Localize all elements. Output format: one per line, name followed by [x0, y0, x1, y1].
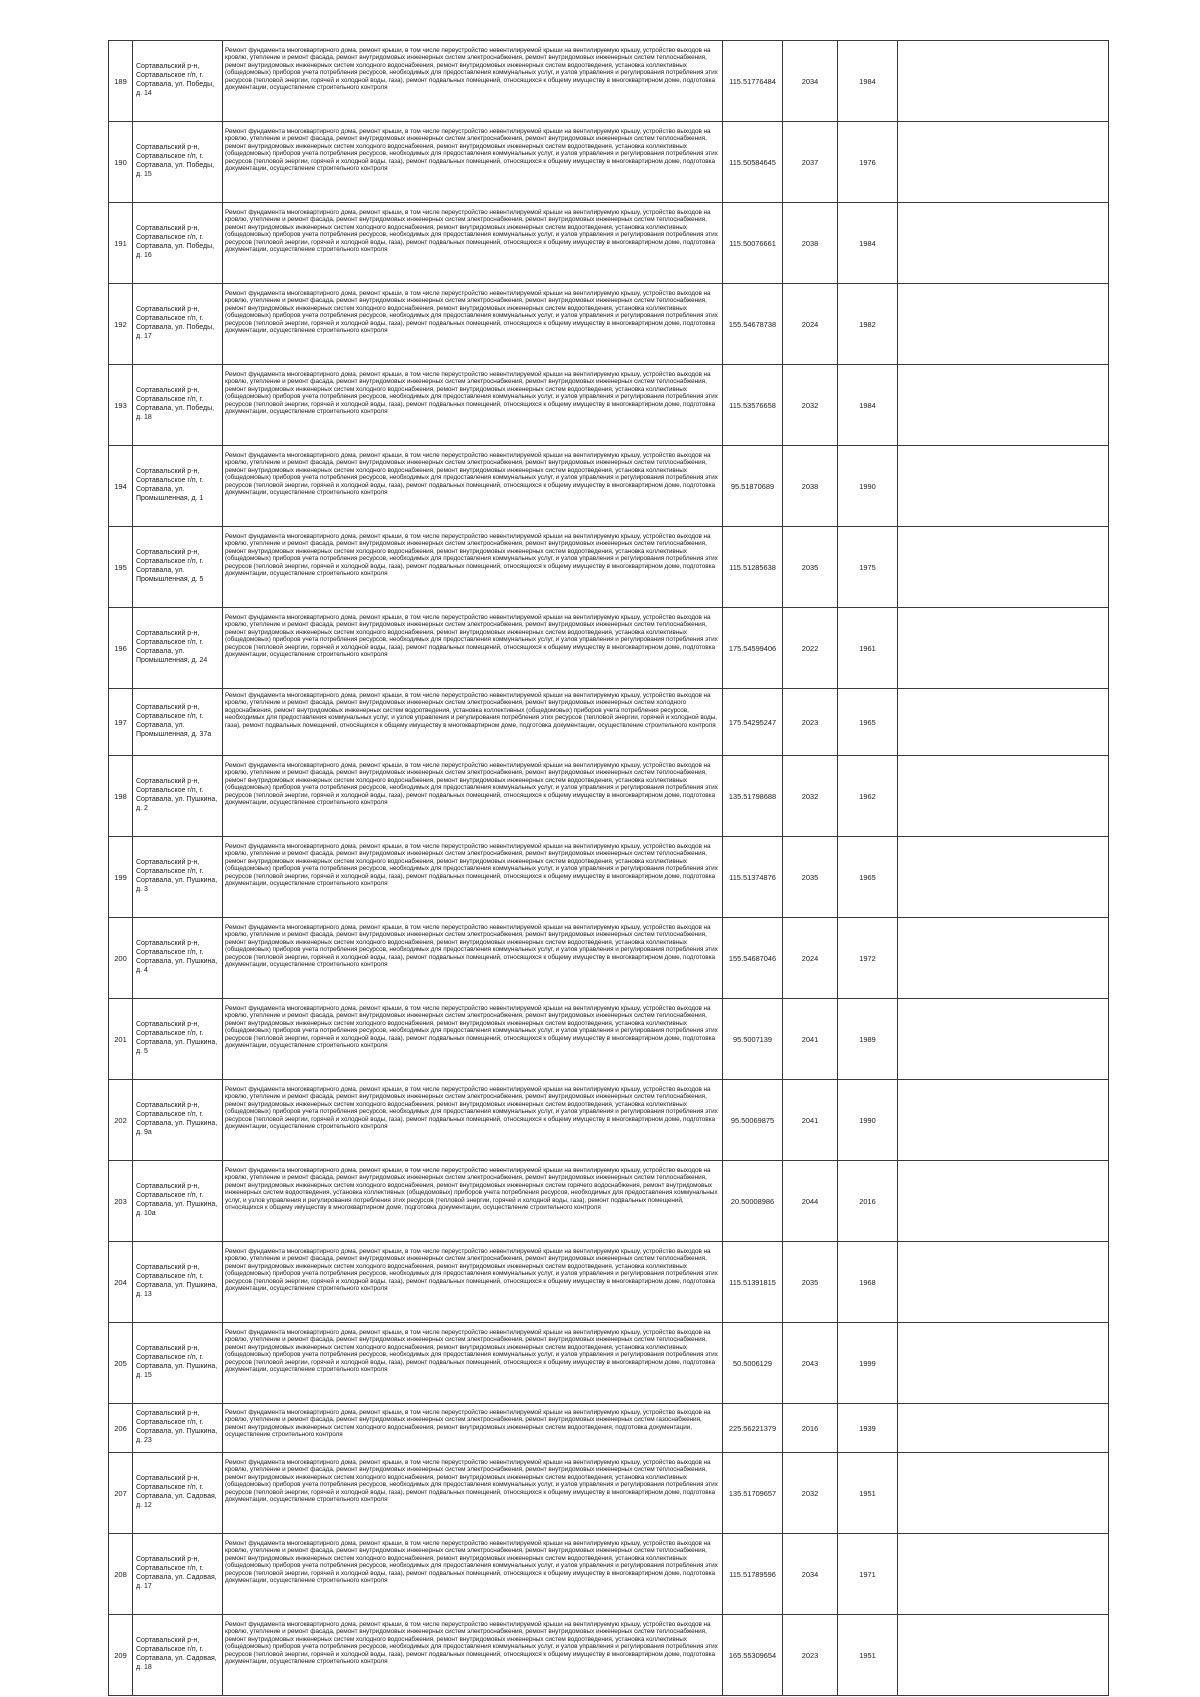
- row-cost: 95.5007139: [723, 999, 783, 1080]
- row-works-text: Ремонт фундамента многоквартирного дома, ремонт крыши, в том числе переустройство невентилируемой крыши на вентилируемую крышу, устройство выходов на кровлю, утепление и ремонт фасада, ремонт внутридомовых инженерных систем электроснабжения, ремонт внутридомовых инженерных систем теплоснабжения, ремонт внутридомовых инженерных систем холодного водоснабжения, ремонт внутридомовых инженерных систем водоотведения, установка коллективных (общедомовых) приборов учета потребления ресурсов, необходимых для предоставления коммунальных услуг, и узлов управления и регулирования потребления этих ресурсов (тепловой энергии, горячей и холодной воды, газа), ремонт подвальных помещений, относящихся к общему имуществу в многоквартирном доме, подготовка документации, осуществление строительного контроля: [225, 1621, 718, 1666]
- row-address: Сортавальский р-н, Сортавальское г/п, г. Сортавала, ул. Победы, д. 18: [133, 365, 223, 446]
- row-build-year: 1965: [838, 837, 898, 918]
- row-number: 200: [109, 918, 133, 999]
- row-plan-year: 2035: [783, 837, 838, 918]
- row-build-year: 1971: [838, 1534, 898, 1615]
- row-address: Сортавальский р-н, Сортавальское г/п, г. Сортавала, ул. Пушкина, д. 10а: [133, 1161, 223, 1242]
- row-cost: 165.55309654: [723, 1615, 783, 1696]
- row-build-year: 2016: [838, 1161, 898, 1242]
- row-empty-cell: [898, 999, 1109, 1080]
- row-number: 201: [109, 999, 133, 1080]
- row-empty-cell: [898, 203, 1109, 284]
- row-works-text: Ремонт фундамента многоквартирного дома, ремонт крыши, в том числе переустройство невентилируемой крыши на вентилируемую крышу, устройство выходов на кровлю, утепление и ремонт фасада, ремонт внутридомовых инженерных систем электроснабжения, ремонт внутридомовых инженерных систем теплоснабжения, ремонт внутридомовых инженерных систем холодного водоснабжения, ремонт внутридомовых инженерных систем водоотведения, установка коллективных (общедомовых) приборов учета потребления ресурсов, необходимых для предоставления коммунальных услуг, и узлов управления и регулирования потребления этих ресурсов (тепловой энергии, горячей и холодной воды, газа), ремонт подвальных помещений, относящихся к общему имуществу в многоквартирном доме, подготовка документации, осуществление строительного контроля: [225, 1086, 718, 1131]
- table-row: [109, 608, 1109, 689]
- row-number: 194: [109, 446, 133, 527]
- row-number: 206: [109, 1404, 133, 1453]
- table-row: [109, 1534, 1109, 1615]
- row-address: Сортавальский р-н, Сортавальское г/п, г. Сортавала, ул. Садовая, д. 17: [133, 1534, 223, 1615]
- row-build-year: 1984: [838, 365, 898, 446]
- row-build-year: 1989: [838, 999, 898, 1080]
- row-plan-year: 2032: [783, 756, 838, 837]
- row-address: Сортавальский р-н, Сортавальское г/п, г. Сортавала, ул. Пушкина, д. 3: [133, 837, 223, 918]
- row-build-year: 1982: [838, 284, 898, 365]
- row-number: 197: [109, 689, 133, 756]
- table-row: [109, 1161, 1109, 1242]
- row-plan-year: 2023: [783, 1615, 838, 1696]
- row-cost: 115.51285638: [723, 527, 783, 608]
- row-number: 204: [109, 1242, 133, 1323]
- row-empty-cell: [898, 689, 1109, 756]
- row-works: [223, 41, 723, 122]
- row-plan-year: 2038: [783, 446, 838, 527]
- row-works: [223, 1242, 723, 1323]
- row-works-text: Ремонт фундамента многоквартирного дома, ремонт крыши, в том числе переустройство невентилируемой крыши на вентилируемую крышу, устройство выходов на кровлю, утепление и ремонт фасада, ремонт внутридомовых инженерных систем электроснабжения, ремонт внутридомовых инженерных систем теплоснабжения, ремонт внутридомовых инженерных систем холодного водоснабжения, ремонт внутридомовых инженерных систем водоотведения, установка коллективных (общедомовых) приборов учета потребления ресурсов, необходимых для предоставления коммунальных услуг, и узлов управления и регулирования потребления этих ресурсов (тепловой энергии, горячей и холодной воды, газа), ремонт подвальных помещений, относящихся к общему имуществу в многоквартирном доме, подготовка документации, осуществление строительного контроля: [225, 452, 718, 497]
- row-cost: 115.51391815: [723, 1242, 783, 1323]
- row-address: Сортавальский р-н, Сортавальское г/п, г. Сортавала, ул. Промышленная, д. 5: [133, 527, 223, 608]
- row-works-text: Ремонт фундамента многоквартирного дома, ремонт крыши, в том числе переустройство невентилируемой крыши на вентилируемую крышу, устройство выходов на кровлю, утепление и ремонт фасада, ремонт внутридомовых инженерных систем электроснабжения, ремонт внутридомовых инженерных систем теплоснабжения, ремонт внутридомовых инженерных систем холодного водоснабжения, ремонт внутридомовых инженерных систем водоотведения, установка коллективных (общедомовых) приборов учета потребления ресурсов, необходимых для предоставления коммунальных услуг, и узлов управления и регулирования потребления этих ресурсов (тепловой энергии, горячей и холодной воды, газа), ремонт подвальных помещений, относящихся к общему имуществу в многоквартирном доме, подготовка документации, осуществление строительного контроля: [225, 290, 718, 335]
- row-works: [223, 608, 723, 689]
- row-works: [223, 203, 723, 284]
- row-number: 207: [109, 1453, 133, 1534]
- row-cost: 115.50584645: [723, 122, 783, 203]
- row-empty-cell: [898, 284, 1109, 365]
- row-cost: 135.51798688: [723, 756, 783, 837]
- row-empty-cell: [898, 122, 1109, 203]
- row-works: [223, 837, 723, 918]
- row-works-text: Ремонт фундамента многоквартирного дома, ремонт крыши, в том числе переустройство невентилируемой крыши на вентилируемую крышу, устройство выходов на кровлю, утепление и ремонт фасада, ремонт внутридомовых инженерных систем электроснабжения, ремонт внутридомовых инженерных систем теплоснабжения, ремонт внутридомовых инженерных систем холодного водоснабжения, ремонт внутридомовых инженерных систем водоотведения, установка коллективных (общедомовых) приборов учета потребления ресурсов, необходимых для предоставления коммунальных услуг, и узлов управления и регулирования потребления этих ресурсов (тепловой энергии, горячей и холодной воды, газа), ремонт подвальных помещений, относящихся к общему имуществу в многоквартирном доме, подготовка документации, осуществление строительного контроля: [225, 924, 718, 969]
- row-works: [223, 122, 723, 203]
- row-works-text: Ремонт фундамента многоквартирного дома, ремонт крыши, в том числе переустройство невентилируемой крыши на вентилируемую крышу, устройство выходов на кровлю, утепление и ремонт фасада, ремонт внутридомовых инженерных систем электроснабжения, ремонт внутридомовых инженерных систем теплоснабжения, ремонт внутридомовых инженерных систем холодного водоснабжения, ремонт внутридомовых инженерных систем водоотведения, установка коллективных (общедомовых) приборов учета потребления ресурсов, необходимых для предоставления коммунальных услуг, и узлов управления и регулирования потребления этих ресурсов (тепловой энергии, горячей и холодной воды, газа), ремонт подвальных помещений, относящихся к общему имуществу в многоквартирном доме, подготовка документации, осуществление строительного контроля: [225, 1540, 718, 1585]
- row-works-text: Ремонт фундамента многоквартирного дома, ремонт крыши, в том числе переустройство невентилируемой крыши на вентилируемую крышу, устройство выходов на кровлю, утепление и ремонт фасада, ремонт внутридомовых инженерных систем электроснабжения, ремонт внутридомовых инженерных систем теплоснабжения, ремонт внутридомовых инженерных систем холодного водоснабжения, ремонт внутридомовых инженерных систем водоотведения, установка коллективных (общедомовых) приборов учета потребления ресурсов, необходимых для предоставления коммунальных услуг, и узлов управления и регулирования потребления этих ресурсов (тепловой энергии, горячей и холодной воды, газа), ремонт подвальных помещений, относящихся к общему имуществу в многоквартирном доме, подготовка документации, осуществление строительного контроля: [225, 843, 718, 888]
- row-address: Сортавальский р-н, Сортавальское г/п, г. Сортавала, ул. Пушкина, д. 5: [133, 999, 223, 1080]
- table-row: [109, 446, 1109, 527]
- row-works-text: Ремонт фундамента многоквартирного дома, ремонт крыши, в том числе переустройство невентилируемой крыши на вентилируемую крышу, устройство выходов на кровлю, утепление и ремонт фасада, ремонт внутридомовых инженерных систем электроснабжения, ремонт внутридомовых инженерных систем газоснабжения, ремонт внутридомовых инженерных систем холодного водоснабжения, ремонт внутридомовых инженерных систем водоотведения, подготовка документации, осуществление строительного контроля: [225, 1409, 711, 1439]
- row-number: 209: [109, 1615, 133, 1696]
- row-build-year: 1951: [838, 1615, 898, 1696]
- row-build-year: 1984: [838, 41, 898, 122]
- row-number: 203: [109, 1161, 133, 1242]
- row-works: [223, 1615, 723, 1696]
- row-address: Сортавальский р-н, Сортавальское г/п, г. Сортавала, ул. Промышленная, д. 1: [133, 446, 223, 527]
- row-works: [223, 1404, 723, 1453]
- row-build-year: 1965: [838, 689, 898, 756]
- row-empty-cell: [898, 1534, 1109, 1615]
- row-plan-year: 2034: [783, 41, 838, 122]
- row-works: [223, 365, 723, 446]
- row-empty-cell: [898, 837, 1109, 918]
- table-row: [109, 1615, 1109, 1696]
- row-works-text: Ремонт фундамента многоквартирного дома, ремонт крыши, в том числе переустройство невентилируемой крыши на вентилируемую крышу, устройство выходов на кровлю, утепление и ремонт фасада, ремонт внутридомовых инженерных систем электроснабжения, ремонт внутридомовых инженерных систем холодного водоснабжения, ремонт внутридомовых инженерных систем водоотведения, установка коллективных (общедомовых) приборов учета потребления ресурсов, необходимых для предоставления коммунальных услуг, и узлов управления и регулирования потребления этих ресурсов (тепловой энергии, горячей и холодной воды, газа), ремонт подвальных помещений, относящихся к общему имуществу в многоквартирном доме, подготовка документации, осуществление строительного контроля: [225, 692, 717, 729]
- row-plan-year: 2044: [783, 1161, 838, 1242]
- row-build-year: 1951: [838, 1453, 898, 1534]
- row-empty-cell: [898, 1615, 1109, 1696]
- row-empty-cell: [898, 365, 1109, 446]
- row-works: [223, 1534, 723, 1615]
- table-row: [109, 999, 1109, 1080]
- row-plan-year: 2022: [783, 608, 838, 689]
- row-works-text: Ремонт фундамента многоквартирного дома, ремонт крыши, в том числе переустройство невентилируемой крыши на вентилируемую крышу, устройство выходов на кровлю, утепление и ремонт фасада, ремонт внутридомовых инженерных систем электроснабжения, ремонт внутридомовых инженерных систем теплоснабжения, ремонт внутридомовых инженерных систем холодного водоснабжения, ремонт внутридомовых инженерных систем горячего водоснабжения, ремонт внутридомовых инженерных систем водоотведения, установка коллективных (общедомовых) приборов учета потребления ресурсов, необходимых для предоставления коммунальных услуг, и узлов управления и регулирования потребления этих ресурсов (тепловой энергии, горячей и холодной воды, газа), ремонт подвальных помещений, относящихся к общему имуществу в многоквартирном доме, подготовка документации, осуществление строительного контроля: [225, 1167, 718, 1212]
- row-plan-year: 2043: [783, 1323, 838, 1404]
- row-works: [223, 527, 723, 608]
- row-works-text: Ремонт фундамента многоквартирного дома, ремонт крыши, в том числе переустройство невентилируемой крыши на вентилируемую крышу, устройство выходов на кровлю, утепление и ремонт фасада, ремонт внутридомовых инженерных систем электроснабжения, ремонт внутридомовых инженерных систем теплоснабжения, ремонт внутридомовых инженерных систем холодного водоснабжения, ремонт внутридомовых инженерных систем водоотведения, установка коллективных (общедомовых) приборов учета потребления ресурсов, необходимых для предоставления коммунальных услуг, и узлов управления и регулирования потребления этих ресурсов (тепловой энергии, горячей и холодной воды, газа), ремонт подвальных помещений, относящихся к общему имуществу в многоквартирном доме, подготовка документации, осуществление строительного контроля: [225, 1459, 718, 1504]
- row-cost: 175.54295247: [723, 689, 783, 756]
- row-build-year: 1984: [838, 203, 898, 284]
- row-cost: 20.50008986: [723, 1161, 783, 1242]
- row-address: Сортавальский р-н, Сортавальское г/п, г. Сортавала, ул. Пушкина, д. 13: [133, 1242, 223, 1323]
- row-works-text: Ремонт фундамента многоквартирного дома, ремонт крыши, в том числе переустройство невентилируемой крыши на вентилируемую крышу, устройство выходов на кровлю, утепление и ремонт фасада, ремонт внутридомовых инженерных систем электроснабжения, ремонт внутридомовых инженерных систем теплоснабжения, ремонт внутридомовых инженерных систем холодного водоснабжения, ремонт внутридомовых инженерных систем водоотведения, установка коллективных (общедомовых) приборов учета потребления ресурсов, необходимых для предоставления коммунальных услуг, и узлов управления и регулирования потребления этих ресурсов (тепловой энергии, горячей и холодной воды, газа), ремонт подвальных помещений, относящихся к общему имуществу в многоквартирном доме, подготовка документации, осуществление строительного контроля: [225, 371, 718, 416]
- table-row: [109, 41, 1109, 122]
- row-address: Сортавальский р-н, Сортавальское г/п, г. Сортавала, ул. Пушкина, д. 23: [133, 1404, 223, 1453]
- row-plan-year: 2023: [783, 689, 838, 756]
- table-row: [109, 1242, 1109, 1323]
- row-address: Сортавальский р-н, Сортавальское г/п, г. Сортавала, ул. Промышленная, д. 37а: [133, 689, 223, 756]
- row-works: [223, 1453, 723, 1534]
- row-address: Сортавальский р-н, Сортавальское г/п, г. Сортавала, ул. Пушкина, д. 4: [133, 918, 223, 999]
- row-works-text: Ремонт фундамента многоквартирного дома, ремонт крыши, в том числе переустройство невентилируемой крыши на вентилируемую крышу, устройство выходов на кровлю, утепление и ремонт фасада, ремонт внутридомовых инженерных систем электроснабжения, ремонт внутридомовых инженерных систем теплоснабжения, ремонт внутридомовых инженерных систем холодного водоснабжения, ремонт внутридомовых инженерных систем водоотведения, установка коллективных (общедомовых) приборов учета потребления ресурсов, необходимых для предоставления коммунальных услуг, и узлов управления и регулирования потребления этих ресурсов (тепловой энергии, горячей и холодной воды, газа), ремонт подвальных помещений, относящихся к общему имуществу в многоквартирном доме, подготовка документации, осуществление строительного контроля: [225, 1248, 718, 1293]
- row-number: 191: [109, 203, 133, 284]
- row-plan-year: 2041: [783, 1080, 838, 1161]
- row-empty-cell: [898, 1453, 1109, 1534]
- row-works-text: Ремонт фундамента многоквартирного дома, ремонт крыши, в том числе переустройство невентилируемой крыши на вентилируемую крышу, устройство выходов на кровлю, утепление и ремонт фасада, ремонт внутридомовых инженерных систем электроснабжения, ремонт внутридомовых инженерных систем теплоснабжения, ремонт внутридомовых инженерных систем холодного водоснабжения, ремонт внутридомовых инженерных систем водоотведения, установка коллективных (общедомовых) приборов учета потребления ресурсов, необходимых для предоставления коммунальных услуг, и узлов управления и регулирования потребления этих ресурсов (тепловой энергии, горячей и холодной воды, газа), ремонт подвальных помещений, относящихся к общему имуществу в многоквартирном доме, подготовка документации, осуществление строительного контроля: [225, 209, 718, 254]
- table-body: [109, 41, 1109, 1696]
- row-cost: 115.51776484: [723, 41, 783, 122]
- row-plan-year: 2032: [783, 365, 838, 446]
- row-build-year: 1999: [838, 1323, 898, 1404]
- row-cost: 95.50069875: [723, 1080, 783, 1161]
- row-works: [223, 689, 723, 756]
- table-row: [109, 1323, 1109, 1404]
- document-page: [108, 40, 1108, 1696]
- row-number: 195: [109, 527, 133, 608]
- row-works: [223, 1080, 723, 1161]
- row-works-text: Ремонт фундамента многоквартирного дома, ремонт крыши, в том числе переустройство невентилируемой крыши на вентилируемую крышу, устройство выходов на кровлю, утепление и ремонт фасада, ремонт внутридомовых инженерных систем электроснабжения, ремонт внутридомовых инженерных систем теплоснабжения, ремонт внутридомовых инженерных систем холодного водоснабжения, ремонт внутридомовых инженерных систем водоотведения, установка коллективных (общедомовых) приборов учета потребления ресурсов, необходимых для предоставления коммунальных услуг, и узлов управления и регулирования потребления этих ресурсов (тепловой энергии, горячей и холодной воды, газа), ремонт подвальных помещений, относящихся к общему имуществу в многоквартирном доме, подготовка документации, осуществление строительного контроля: [225, 47, 718, 92]
- row-works: [223, 446, 723, 527]
- row-empty-cell: [898, 1242, 1109, 1323]
- row-empty-cell: [898, 527, 1109, 608]
- row-works-text: Ремонт фундамента многоквартирного дома, ремонт крыши, в том числе переустройство невентилируемой крыши на вентилируемую крышу, устройство выходов на кровлю, утепление и ремонт фасада, ремонт внутридомовых инженерных систем электроснабжения, ремонт внутридомовых инженерных систем теплоснабжения, ремонт внутридомовых инженерных систем холодного водоснабжения, ремонт внутридомовых инженерных систем водоотведения, установка коллективных (общедомовых) приборов учета потребления ресурсов, необходимых для предоставления коммунальных услуг, и узлов управления и регулирования потребления этих ресурсов (тепловой энергии, горячей и холодной воды, газа), ремонт подвальных помещений, относящихся к общему имуществу в многоквартирном доме, подготовка документации, осуществление строительного контроля: [225, 762, 718, 807]
- row-empty-cell: [898, 608, 1109, 689]
- row-plan-year: 2034: [783, 1534, 838, 1615]
- row-build-year: 1968: [838, 1242, 898, 1323]
- row-number: 198: [109, 756, 133, 837]
- row-build-year: 1939: [838, 1404, 898, 1453]
- table-row: [109, 689, 1109, 756]
- row-works-text: Ремонт фундамента многоквартирного дома, ремонт крыши, в том числе переустройство невентилируемой крыши на вентилируемую крышу, устройство выходов на кровлю, утепление и ремонт фасада, ремонт внутридомовых инженерных систем электроснабжения, ремонт внутридомовых инженерных систем теплоснабжения, ремонт внутридомовых инженерных систем холодного водоснабжения, ремонт внутридомовых инженерных систем водоотведения, установка коллективных (общедомовых) приборов учета потребления ресурсов, необходимых для предоставления коммунальных услуг, и узлов управления и регулирования потребления этих ресурсов (тепловой энергии, горячей и холодной воды, газа), ремонт подвальных помещений, относящихся к общему имуществу в многоквартирном доме, подготовка документации, осуществление строительного контроля: [225, 1005, 718, 1050]
- row-number: 199: [109, 837, 133, 918]
- row-plan-year: 2038: [783, 203, 838, 284]
- row-number: 205: [109, 1323, 133, 1404]
- table-row: [109, 284, 1109, 365]
- row-address: Сортавальский р-н, Сортавальское г/п, г. Сортавала, ул. Победы, д. 14: [133, 41, 223, 122]
- row-number: 189: [109, 41, 133, 122]
- row-address: Сортавальский р-н, Сортавальское г/п, г. Сортавала, ул. Победы, д. 17: [133, 284, 223, 365]
- row-works-text: Ремонт фундамента многоквартирного дома, ремонт крыши, в том числе переустройство невентилируемой крыши на вентилируемую крышу, устройство выходов на кровлю, утепление и ремонт фасада, ремонт внутридомовых инженерных систем электроснабжения, ремонт внутридомовых инженерных систем теплоснабжения, ремонт внутридомовых инженерных систем холодного водоснабжения, ремонт внутридомовых инженерных систем водоотведения, установка коллективных (общедомовых) приборов учета потребления ресурсов, необходимых для предоставления коммунальных услуг, и узлов управления и регулирования потребления этих ресурсов (тепловой энергии, горячей и холодной воды, газа), ремонт подвальных помещений, относящихся к общему имуществу в многоквартирном доме, подготовка документации, осуществление строительного контроля: [225, 128, 718, 173]
- row-address: Сортавальский р-н, Сортавальское г/п, г. Сортавала, ул. Садовая, д. 12: [133, 1453, 223, 1534]
- row-address: Сортавальский р-н, Сортавальское г/п, г. Сортавала, ул. Пушкина, д. 2: [133, 756, 223, 837]
- table-row: [109, 122, 1109, 203]
- row-number: 193: [109, 365, 133, 446]
- row-empty-cell: [898, 918, 1109, 999]
- row-works-text: Ремонт фундамента многоквартирного дома, ремонт крыши, в том числе переустройство невентилируемой крыши на вентилируемую крышу, устройство выходов на кровлю, утепление и ремонт фасада, ремонт внутридомовых инженерных систем электроснабжения, ремонт внутридомовых инженерных систем теплоснабжения, ремонт внутридомовых инженерных систем холодного водоснабжения, ремонт внутридомовых инженерных систем водоотведения, установка коллективных (общедомовых) приборов учета потребления ресурсов, необходимых для предоставления коммунальных услуг, и узлов управления и регулирования потребления этих ресурсов (тепловой энергии, горячей и холодной воды, газа), ремонт подвальных помещений, относящихся к общему имуществу в многоквартирном доме, подготовка документации, осуществление строительного контроля: [225, 1329, 718, 1374]
- row-plan-year: 2024: [783, 918, 838, 999]
- table-row: [109, 527, 1109, 608]
- row-build-year: 1976: [838, 122, 898, 203]
- row-plan-year: 2016: [783, 1404, 838, 1453]
- row-cost: 115.51374876: [723, 837, 783, 918]
- row-cost: 50.5006129: [723, 1323, 783, 1404]
- table-row: [109, 837, 1109, 918]
- row-works: [223, 1161, 723, 1242]
- row-number: 202: [109, 1080, 133, 1161]
- table-row: [109, 1404, 1109, 1453]
- row-cost: 135.51709657: [723, 1453, 783, 1534]
- table-row: [109, 203, 1109, 284]
- row-works: [223, 999, 723, 1080]
- row-address: Сортавальский р-н, Сортавальское г/п, г. Сортавала, ул. Пушкина, д. 9а: [133, 1080, 223, 1161]
- row-works: [223, 918, 723, 999]
- row-cost: 115.51789596: [723, 1534, 783, 1615]
- row-plan-year: 2037: [783, 122, 838, 203]
- row-cost: 155.54687046: [723, 918, 783, 999]
- row-address: Сортавальский р-н, Сортавальское г/п, г. Сортавала, ул. Пушкина, д. 15: [133, 1323, 223, 1404]
- row-cost: 155.54678738: [723, 284, 783, 365]
- row-cost: 115.53576658: [723, 365, 783, 446]
- row-plan-year: 2024: [783, 284, 838, 365]
- table-row: [109, 1080, 1109, 1161]
- row-empty-cell: [898, 1161, 1109, 1242]
- row-empty-cell: [898, 1404, 1109, 1453]
- row-cost: 115.50076661: [723, 203, 783, 284]
- row-cost: 225.56221379: [723, 1404, 783, 1453]
- row-works-text: Ремонт фундамента многоквартирного дома, ремонт крыши, в том числе переустройство невентилируемой крыши на вентилируемую крышу, устройство выходов на кровлю, утепление и ремонт фасада, ремонт внутридомовых инженерных систем электроснабжения, ремонт внутридомовых инженерных систем теплоснабжения, ремонт внутридомовых инженерных систем холодного водоснабжения, ремонт внутридомовых инженерных систем водоотведения, установка коллективных (общедомовых) приборов учета потребления ресурсов, необходимых для предоставления коммунальных услуг, и узлов управления и регулирования потребления этих ресурсов (тепловой энергии, горячей и холодной воды, газа), ремонт подвальных помещений, относящихся к общему имуществу в многоквартирном доме, подготовка документации, осуществление строительного контроля: [225, 614, 718, 659]
- row-number: 190: [109, 122, 133, 203]
- row-address: Сортавальский р-н, Сортавальское г/п, г. Сортавала, ул. Победы, д. 16: [133, 203, 223, 284]
- capital-repair-table: [108, 40, 1109, 1696]
- row-build-year: 1961: [838, 608, 898, 689]
- row-number: 208: [109, 1534, 133, 1615]
- row-empty-cell: [898, 1323, 1109, 1404]
- row-build-year: 1972: [838, 918, 898, 999]
- row-works-text: Ремонт фундамента многоквартирного дома, ремонт крыши, в том числе переустройство невентилируемой крыши на вентилируемую крышу, устройство выходов на кровлю, утепление и ремонт фасада, ремонт внутридомовых инженерных систем электроснабжения, ремонт внутридомовых инженерных систем теплоснабжения, ремонт внутридомовых инженерных систем холодного водоснабжения, ремонт внутридомовых инженерных систем водоотведения, установка коллективных (общедомовых) приборов учета потребления ресурсов, необходимых для предоставления коммунальных услуг, и узлов управления и регулирования потребления этих ресурсов (тепловой энергии, горячей и холодной воды, газа), ремонт подвальных помещений, относящихся к общему имуществу в многоквартирном доме, подготовка документации, осуществление строительного контроля: [225, 533, 718, 578]
- table-row: [109, 365, 1109, 446]
- row-empty-cell: [898, 1080, 1109, 1161]
- row-plan-year: 2035: [783, 527, 838, 608]
- row-plan-year: 2041: [783, 999, 838, 1080]
- row-build-year: 1990: [838, 446, 898, 527]
- row-empty-cell: [898, 446, 1109, 527]
- row-address: Сортавальский р-н, Сортавальское г/п, г. Сортавала, ул. Садовая, д. 18: [133, 1615, 223, 1696]
- row-address: Сортавальский р-н, Сортавальское г/п, г. Сортавала, ул. Победы, д. 15: [133, 122, 223, 203]
- row-build-year: 1975: [838, 527, 898, 608]
- row-cost: 175.54599406: [723, 608, 783, 689]
- row-number: 192: [109, 284, 133, 365]
- row-works: [223, 1323, 723, 1404]
- row-plan-year: 2032: [783, 1453, 838, 1534]
- row-works: [223, 284, 723, 365]
- row-build-year: 1990: [838, 1080, 898, 1161]
- table-row: [109, 1453, 1109, 1534]
- row-works: [223, 756, 723, 837]
- table-row: [109, 756, 1109, 837]
- table-row: [109, 918, 1109, 999]
- row-address: Сортавальский р-н, Сортавальское г/п, г. Сортавала, ул. Промышленная, д. 24: [133, 608, 223, 689]
- row-empty-cell: [898, 756, 1109, 837]
- row-build-year: 1962: [838, 756, 898, 837]
- row-number: 196: [109, 608, 133, 689]
- row-empty-cell: [898, 41, 1109, 122]
- row-cost: 95.51870689: [723, 446, 783, 527]
- row-plan-year: 2035: [783, 1242, 838, 1323]
